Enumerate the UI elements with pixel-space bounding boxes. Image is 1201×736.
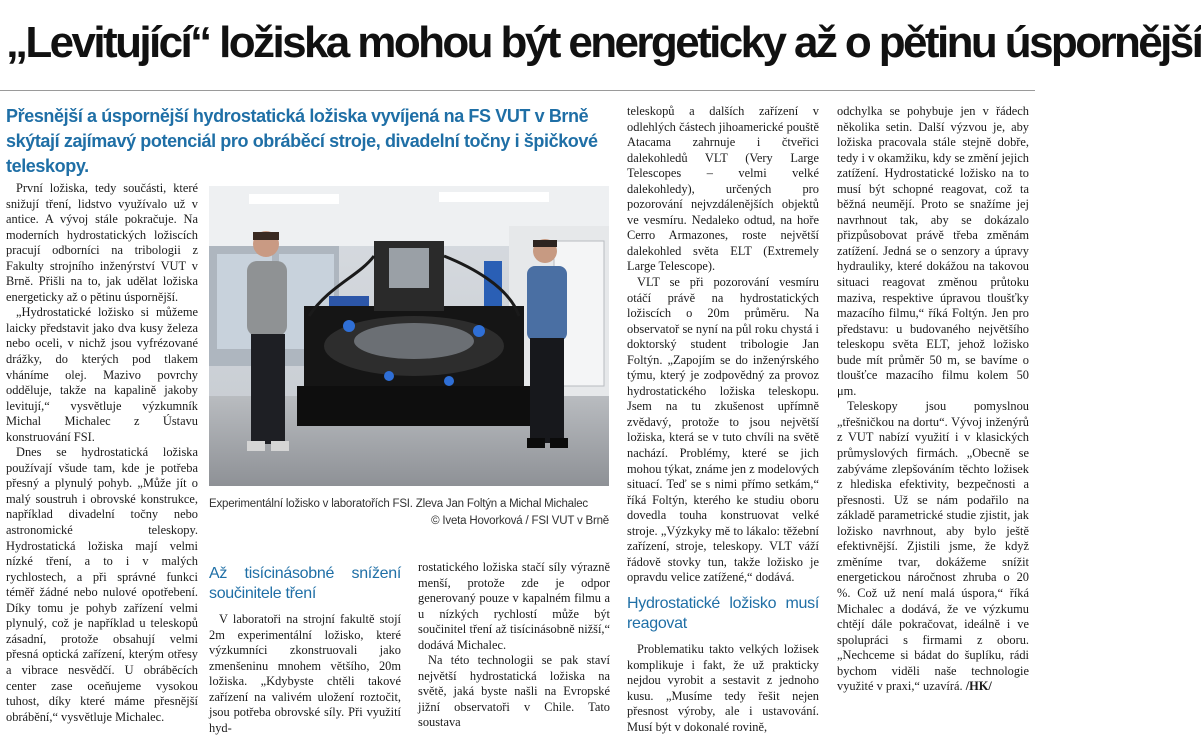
column-2 <box>209 556 401 735</box>
paragraph: VLT se při pozorování vesmíru otáčí právě na hydrostatických ložiscích o 20m průměru. Na observatoř se nyní na půl roku chystá i doktorský student tribologie Jan Foltýn. „Zapojím se do inženýrského týmu, který je zodpovědný za provoz hydrostatického ložiska teleskopu. Jsem na tu zkušenost upřímně zvědavý, protože to jsou největší ložiska, která se v tuto chvíli na světě nachází. Problémy, které se jich mohou týkat, známe jen z modelových situací. Teď se s nimi přímo setkám,“ říká Foltýn, kterého ke studiu oboru dovedla touha konstruovat velké stroje. „Výzkyky mě to lákalo: těžební zařízení, stroje, teleskopy. VLT váží řádově stovky tun, takže ložisko je opravdu velice zatížené,“ dodává. <box>627 275 820 585</box>
paragraph: „Hydrostatické ložisko si můžeme laicky představit jako dva kusy železa nebo oceli, v nichž jsou vyfrézované drážky, do kterých pod tlakem vháníme olej. Mazivo povrchy odděluje, takže na kapalině jakoby levitují,“ vysvětluje výzkumník Michal Michalec z Ústavu konstruování FSI. <box>6 305 198 444</box>
paragraph: rostatického ložiska stačí síly výrazně menší, protože zde je odpor generovaný pouze v kapalném filmu a u nízkých rychlostí může být součinitel tření až tisícinásobně nižší,“ dodává Michalec. <box>418 560 610 652</box>
photo-credit: © Iveta Hovorková / FSI VUT v Brně <box>431 515 609 527</box>
paragraph: Dnes se hydrostatická ložiska používají všude tam, kde je potřeba přesný a plynulý pohyb. „Může jít o malý soustruh i obrovské konstrukce, například divadelní točny nebo astronomické teleskopy. Hydrostatická ložiska mají velmi nízké tření, a to i v malých rychlostech, a při správné funkci téměř žádné nebo nulové opotřebení. Díky tomu je pohyb zařízení velmi plynulý, což je například u teleskopů zásadní, protože obsahují velmi přesná optická zařízení, kterým otřesy a vibrace nesvědčí. U obráběcích center zase oceňujeme vysokou tuhost, díky které máme přesnější obrábění,“ vysvětluje Michalec. <box>6 445 198 724</box>
paragraph: teleskopů a dalších zařízení v odlehlých částech jihoamerické pouště Atacama zahrnuje i čtveřici dalekohledů VLT (Very Large Telescopes – velmi velké dalekohledy), určených pro pozorování nejvzdálenějších objektů ve vesmíru. Nedaleko odtud, na hoře Cerro Armazones, roste největší dalekohled světa ELT (Extremely Large Telescope). <box>627 104 819 274</box>
headline: „Levitující“ ložiska mohou být energeticky až o pětinu úspornější <box>6 18 1201 67</box>
paragraph: Na této technologii se pak staví největší hydrostatická ložiska na světě, jaká byste našli na Evropské jižní observatoři v Chile. Tato soustava <box>418 653 610 730</box>
column-4 <box>627 104 820 734</box>
paragraph: Problematiku takto velkých ložisek komplikuje i fakt, že už prakticky nejdou vyrobit a sestavit z jednoho kusu. „Musíme tedy řešit nejen přesnost výroby, ale i ustavování. Musí být v dokonalé rovině, <box>627 641 819 734</box>
lead-paragraph: Přesnější a úspornější hydrostatická ložiska vyvíjená na FS VUT v Brně skýtají zajímavý potenciál pro obráběcí stroje, divadelní točny i špičkové teleskopy. <box>6 106 598 176</box>
paragraph: První ložiska, tedy součásti, které snižují tření, lidstvo využívalo už v antice. A vývoj stále pokračuje. Na moderních hydrostatických ložiscích pracují odborníci na tribologii z Fakulty strojního inženýrství VUT v Brně. Přišli na to, jak udělat ložiska energeticky až o pětinu úspornější. <box>6 181 198 304</box>
paragraph-text: Teleskopy jsou pomyslnou „třešničkou na dortu“. Vývoj inženýrů z VUT nabízí využití i v klasických průmyslových firmách. „Obecně se zabýváme zlepšováním těchto ložisek z hlediska efektivity, bezpečnosti a přesnosti. Už se nám podařilo na základě parametrické studie zjistit, jak ložisko navrhnout, aby bylo ještě efektivnější. Zjistili jsme, že když změníme tvar, dokážeme snížit energetickou náročnost zhruba o 20 %. Což už není malá úspora,“ říká Michalec a dodává, že ve výzkumu chtějí dále pokračovat, ideálně i ve spolupráci s firmami z oboru. „Nechceme si bádat do šuplíku, rádi bychom viděli naše technologie využité v praxi,“ uzavírá. <box>837 399 1029 694</box>
caption-text: Experimentální ložisko v laboratořích FSI. Zleva Jan Foltýn a Michal Michalec <box>209 498 588 510</box>
author-signature: /HK/ <box>965 679 992 694</box>
column-5 <box>837 104 1029 716</box>
column-1 <box>6 181 198 724</box>
divider <box>0 90 1035 91</box>
photo-caption <box>209 496 609 530</box>
paragraph: V laboratoři na strojní fakultě stojí 2m experimentální ložisko, které výzkumníci zkonstruovali jako zmenšeninu mnohem většího, 20m ložiska. „Kdybyste chtěli takové zařízení na valivém uložení roztočit, jsou potřeba obrovské síly. Při využití hyd- <box>209 612 401 735</box>
paragraph: odchylka se pohybuje jen v řádech několika setin. Další výzvou je, aby ložiska pracovala stále stejně dobře, tedy i v okamžiku, kdy se změní jejich zatížení. Hydrostatické ložisko na to musí být schopné reagovat, což ta běžná neumějí. Proto se snažíme jej navrhnout tak, aby se dokázalo přizpůsobovat právě třeba změnám zatížení. Jedná se o senzory a úpravy hydrauliky, které dokážou na takovou situaci reagovat změnou průtoku maziva, respektive úpravou tloušťky mazacího filmu,“ říká Foltýn. Jen pro představu: u budovaného největšího teleskopu světa ELT, jehož ložisko bude mít průměr 50 m, se bavíme o tloušťce mazacího filmu kolem 50 μm. <box>837 104 1029 398</box>
paragraph <box>837 399 1029 694</box>
lab-photo <box>209 186 609 486</box>
subheading: Až tisícinásobné snížení součinitele tření <box>209 565 401 602</box>
column-3 <box>418 560 610 730</box>
subheading: Hydrostatické ložisko musí reagovat <box>627 594 819 632</box>
